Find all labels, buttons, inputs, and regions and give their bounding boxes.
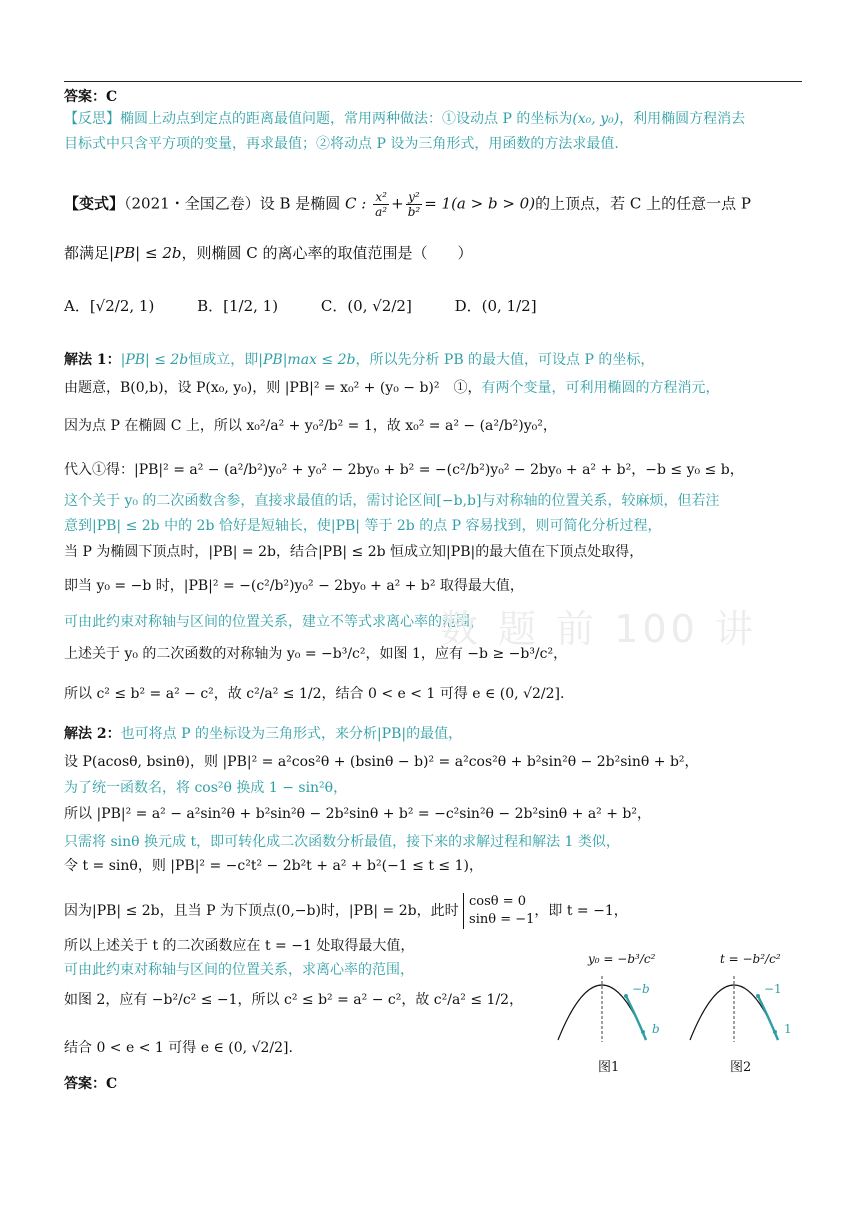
variant-line-1: 【变式】（2021・全国乙卷）设 B 是椭圆 C : $\frac{\text{x²}}{\text{a²}}$ + $\frac{\text{y²}}{\text{b²}}$ = 1(a > b > 0)的上顶点，若 C 上的任意一点 P: [64, 190, 751, 219]
reflection-line-1: 【反思】椭圆上动点到定点的距离最值问题，常用两种做法：①设动点 P 的坐标为(x₀, y₀)，利用椭圆方程消去: [64, 111, 746, 127]
equation-system: cosθ = 0 sinθ = −1: [463, 893, 534, 929]
solution1-line-8: 即当 y₀ = −b 时，|PB|² = −(c²/b²)y₀² − 2by₀ + a² + b² 取得最大值，: [64, 578, 524, 594]
option-b[interactable]: B．[1/2, 1): [197, 297, 279, 315]
figure-1-label-b: b: [652, 1022, 660, 1036]
top-rule: [64, 81, 802, 82]
solution1-line-2: 由题意，B(0,b)，设 P(x₀, y₀)，则 |PB|² = x₀² + (y₀ − b)² ①，有两个变量，可利用椭圆的方程消元，: [64, 380, 720, 396]
solution1-line-5: 这个关于 y₀ 的二次函数含参，直接求最值的话，需讨论区间[−b,b]与对称轴的位置关系，较麻烦，但若注: [64, 493, 720, 509]
solution2-line-5: 只需将 sinθ 换元成 t，即可转化成二次函数分析最值，接下来的求解过程和解法 1 类似，: [64, 834, 620, 850]
solution1-line-6: 意到|PB| ≤ 2b 中的 2b 恰好是短轴长，使|PB| 等于 2b 的点 P 容易找到，则可简化分析过程，: [64, 518, 662, 534]
solution1-line-7: 当 P 为椭圆下顶点时，|PB| = 2b，结合|PB| ≤ 2b 恒成立知|PB|的最大值在下顶点处取得，: [64, 544, 644, 560]
point-1: [773, 1030, 777, 1034]
figure-2-label-1: 1: [784, 1022, 792, 1036]
figure-1-label-neg-b: −b: [632, 982, 650, 996]
point-b: [641, 1030, 645, 1034]
solution2-line-8: 所以上述关于 t 的二次函数应在 t = −1 处取得最大值，: [64, 938, 415, 954]
option-c[interactable]: C．(0, √2/2]: [320, 297, 412, 315]
variant-line-2: 都满足|PB| ≤ 2b，则椭圆 C 的离心率的取值范围是（ ）: [64, 244, 473, 262]
figure-2-label-neg-1: −1: [764, 982, 782, 996]
solution2-line-3: 为了统一函数名，将 cos²θ 换成 1 − sin²θ，: [64, 780, 348, 796]
point-neg-1: [756, 994, 760, 998]
solution2-line-10: 如图 2，应有 −b²/c² ≤ −1，所以 c² ≤ b² = a² − c²，故 c²/a² ≤ 1/2，: [64, 992, 524, 1008]
watermark-text: 数 题 前 100 讲: [440, 607, 757, 651]
solution1-line-4: 代入①得：|PB|² = a² − (a²/b²)y₀² + y₀² − 2by₀ + b² = −(c²/b²)y₀² − 2by₀ + a² + b²，−b ≤ y₀ ≤ b，: [64, 462, 744, 478]
answer-1: 答案：C: [64, 89, 118, 105]
solution1-line-3: 因为点 P 在椭圆 C 上，所以 x₀²/a² + y₀²/b² = 1，故 x₀² = a² − (a²/b²)y₀²，: [64, 418, 557, 434]
solution2-line-7: 因为|PB| ≤ 2b，且当 P 为下顶点(0,−b)时，|PB| = 2b，此时 cosθ = 0 sinθ = −1 ，即 t = −1，: [64, 894, 628, 927]
solution2-line-11: 结合 0 < e < 1 可得 e ∈ (0, √2/2].: [64, 1040, 293, 1056]
figure-1: [552, 940, 670, 1075]
solution2-line-1: 解法 2：也可将点 P 的坐标设为三角形式，来分析|PB|的最值，: [64, 726, 463, 742]
solution2-line-6: 令 t = sinθ，则 |PB|² = −c²t² − 2b²t + a² + b²(−1 ≤ t ≤ 1)，: [64, 858, 483, 874]
figure-1-axis-label: y₀ = −b³/c²: [588, 952, 656, 966]
solution1-line-11: 所以 c² ≤ b² = a² − c²，故 c²/a² ≤ 1/2，结合 0 < e < 1 可得 e ∈ (0, √2/2].: [64, 686, 565, 702]
option-a[interactable]: A．[√2/2, 1): [64, 297, 155, 315]
solution2-line-9: 可由此约束对称轴与区间的位置关系，求离心率的范围，: [64, 962, 414, 978]
solution1-line-10: 上述关于 y₀ 的二次函数的对称轴为 y₀ = −b³/c²，如图 1，应有 −b ≥ −b³/c²，: [64, 646, 568, 662]
options-row: [64, 296, 575, 316]
figure-2-caption: 图2: [730, 1060, 752, 1075]
answer-2: 答案：C: [64, 1076, 118, 1092]
figure-2: [684, 940, 802, 1075]
point-neg-b: [624, 994, 628, 998]
solution1-line-1: 解法 1：|PB| ≤ 2b恒成立，即|PB|max ≤ 2b，所以先分析 PB 的最大值，可设点 P 的坐标，: [64, 352, 655, 368]
reflection-line-2: 目标式中只含平方项的变量，再求最值；②将动点 P 设为三角形式，用函数的方法求最值.: [64, 136, 619, 152]
reflection-tag: 【反思】: [64, 111, 120, 127]
figure-1-caption: 图1: [598, 1060, 620, 1075]
option-d[interactable]: D．(0, 1/2]: [454, 297, 537, 315]
solution2-line-2: 设 P(acosθ, bsinθ)，则 |PB|² = a²cos²θ + (bsinθ − b)² = a²cos²θ + b²sin²θ − 2b²sinθ + b²，: [64, 754, 699, 770]
solution1-line-9: 可由此约束对称轴与区间的位置关系，建立不等式求离心率的范围，: [64, 614, 484, 630]
solution2-line-4: 所以 |PB|² = a² − a²sin²θ + b²sin²θ − 2b²sinθ + b² = −c²sin²θ − 2b²sinθ + a² + b²，: [64, 806, 652, 822]
figure-2-axis-label: t = −b²/c²: [720, 952, 781, 966]
